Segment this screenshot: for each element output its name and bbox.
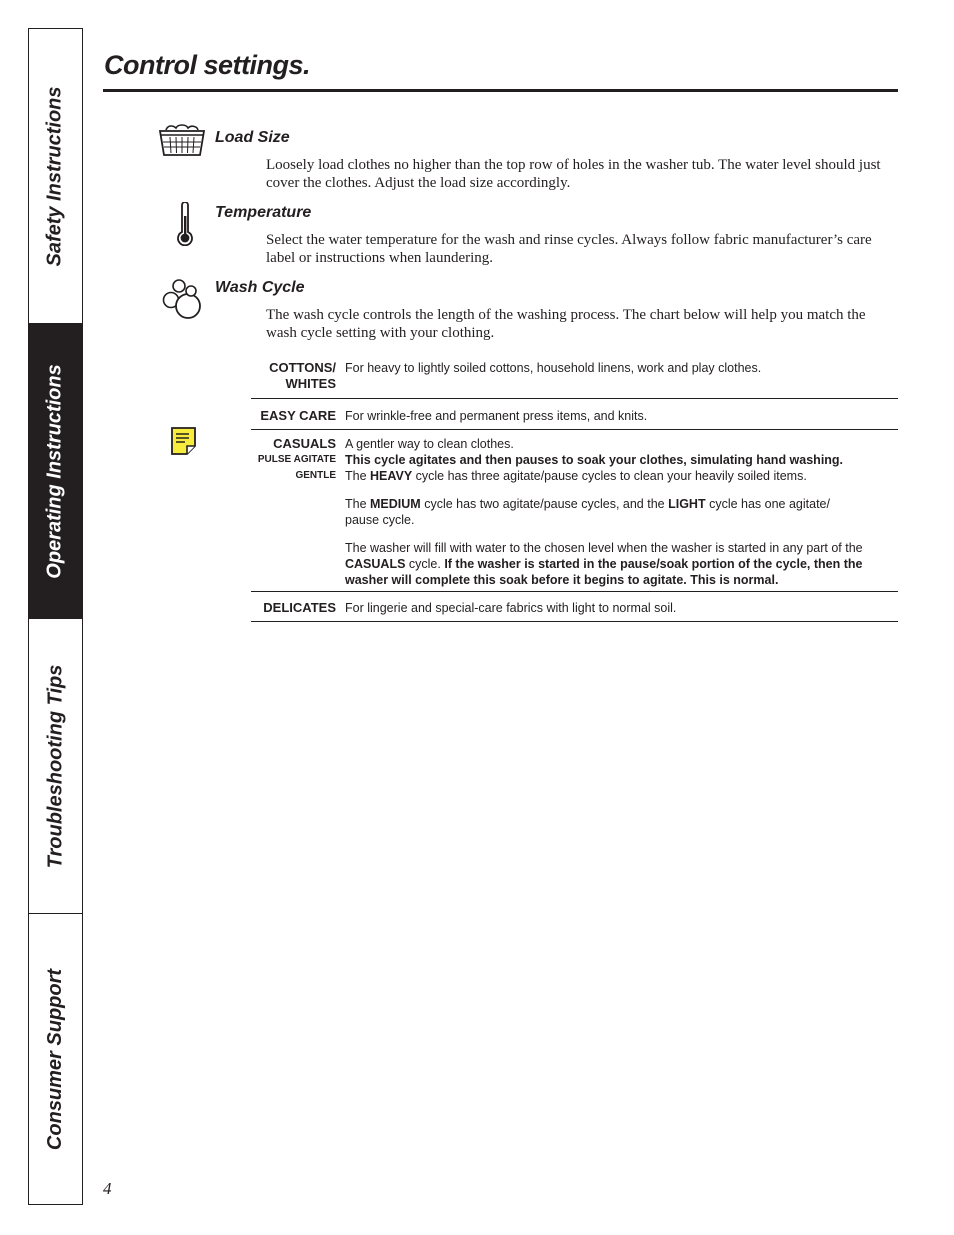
page-title: Control settings. [104, 50, 310, 80]
desc-line [345, 452, 898, 468]
tab-label: Troubleshooting Tips [44, 664, 67, 868]
cycle-row-easy-care [251, 399, 898, 430]
section-body-wash-cycle: The wash cycle controls the length of the washing process. The chart below will help you match the wash cycle setting with your clothing. [266, 307, 866, 341]
tab-consumer-support[interactable] [29, 914, 82, 1204]
section-body-temperature: Select the water temperature for the wash and rinse cycles. Always follow fabric manufacturer’s care label or instructions when laundering. [266, 232, 872, 266]
section-heading-wash-cycle: Wash Cycle [215, 279, 305, 296]
desc-text: The [345, 497, 371, 511]
desc-line [345, 496, 898, 512]
title-rule [103, 89, 898, 92]
tab-label: Consumer Support [44, 968, 66, 1150]
desc-bold: CASUALS [345, 557, 406, 571]
tab-safety-instructions[interactable] [29, 29, 82, 324]
section-heading-temperature: Temperature [215, 204, 312, 221]
cycle-name-line: CASUALS [273, 436, 336, 451]
cycle-name [251, 360, 337, 398]
cycle-desc [337, 436, 898, 591]
thermometer-icon [175, 202, 195, 246]
desc-bold: This cycle agitates and then pauses to soak your clothes, simulating hand washing. [345, 453, 844, 467]
tab-label: Safety Instructions [44, 85, 67, 267]
side-tabs [28, 28, 83, 1205]
desc-text: cycle. [405, 557, 445, 571]
desc-text: cycle has two agitate/pause cycles, and the [420, 497, 669, 511]
laundry-basket-icon [158, 122, 206, 158]
desc-line [345, 468, 898, 484]
cycle-desc: For heavy to lightly soiled cottons, household linens, work and play clothes. [345, 361, 762, 375]
desc-bold: If the washer is started in the pause/soak portion of the cycle, then the washer will complete this soak before it begins to agitate. This is normal. [345, 557, 863, 587]
desc-line: The washer will fill with water to the chosen level when the washer is started in any part of the [345, 541, 863, 555]
page-number: 4 [103, 1179, 112, 1198]
section-body-load-size: Loosely load clothes no higher than the top row of holes in the washer tub. The water level should just cover the clothes. Adjust the load size accordingly. [266, 157, 881, 191]
desc-text: cycle has one agitate/ [705, 497, 830, 511]
tab-operating-instructions[interactable] [29, 324, 82, 619]
cycle-name-line: COTTONS/ [269, 360, 336, 375]
cycle-desc: For wrinkle-free and permanent press items, and knits. [345, 409, 648, 423]
tab-troubleshooting-tips[interactable] [29, 619, 82, 914]
desc-text: The [345, 469, 371, 483]
desc-text: cycle has three agitate/pause cycles to clean your heavily soiled items. [412, 469, 807, 483]
desc-bold: HEAVY [370, 469, 413, 483]
cycle-row-delicates [251, 592, 898, 622]
cycle-row-cottons [251, 356, 898, 399]
wash-cycle-table [251, 356, 898, 622]
desc-line: pause cycle. [345, 513, 415, 527]
cycle-row-casuals [251, 430, 898, 592]
note-icon [170, 426, 198, 456]
cycle-name: DELICATES [263, 600, 336, 615]
desc-bold: MEDIUM [370, 497, 421, 511]
bubbles-icon [160, 278, 206, 320]
desc-line [345, 556, 875, 588]
cycle-subname: PULSE AGITATE [257, 454, 336, 465]
cycle-name [251, 436, 337, 591]
tab-label: Operating Instructions [44, 363, 66, 579]
section-heading-load-size: Load Size [215, 129, 290, 146]
cycle-name: EASY CARE [260, 408, 336, 423]
cycle-name-line: WHITES [285, 376, 336, 391]
desc-bold: LIGHT [668, 497, 706, 511]
cycle-desc: For lingerie and special-care fabrics with light to normal soil. [345, 601, 677, 615]
desc-line: A gentler way to clean clothes. [345, 437, 514, 451]
cycle-subname: GENTLE [295, 470, 336, 481]
